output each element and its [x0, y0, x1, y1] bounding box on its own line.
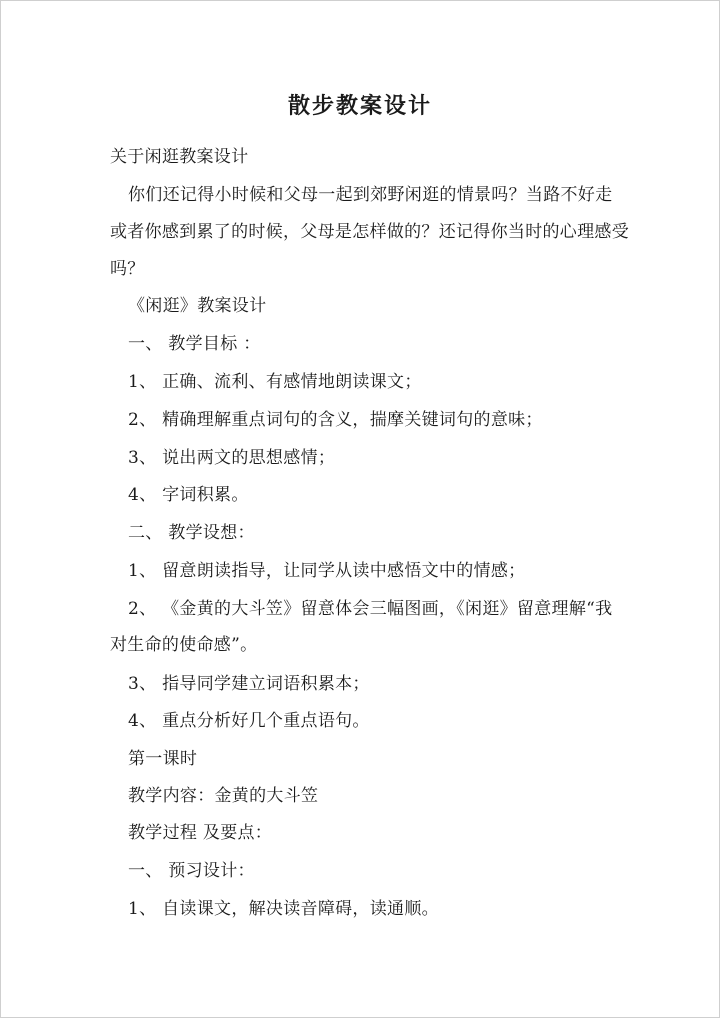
- document-title: 散步教案设计: [287, 93, 432, 119]
- intro-line-3: 吗？: [110, 259, 145, 279]
- section2-item-1: 1、 留意朗读指导，让同学从读中感悟文中的情感；: [128, 561, 526, 581]
- section2-item-3: 3、 指导同学建立词语积累本；: [128, 674, 370, 694]
- intro-line-1: 你们还记得小时候和父母一起到郊野闲逛的情景吗？当路不好走: [128, 185, 613, 205]
- subtitle: 关于闲逛教案设计: [110, 147, 249, 167]
- prep-heading: 一、 预习设计：: [128, 861, 255, 881]
- section1-heading: 一、 教学目标 ：: [128, 334, 261, 354]
- lesson-content: 教学内容：金黄的大斗笠: [128, 786, 319, 806]
- section1-item-3: 3、 说出两文的思想感情；: [128, 448, 336, 468]
- section2-heading: 二、 教学设想：: [128, 523, 255, 543]
- design-title: 《闲逛》教案设计: [128, 296, 267, 316]
- section1-item-1: 1、 正确、流利、有感情地朗读课文；: [128, 372, 422, 392]
- lesson-process: 教学过程 及要点：: [128, 823, 273, 843]
- section1-item-2: 2、 精确理解重点词句的含义，揣摩关键词句的意味；: [128, 410, 543, 430]
- section1-item-4: 4、 字词积累。: [128, 485, 249, 505]
- lesson-label: 第一课时: [128, 749, 198, 769]
- intro-line-2: 或者你感到累了的时候，父母是怎样做的？还记得你当时的心理感受: [110, 222, 629, 242]
- section2-item-2-line-1: 2、 《金黄的大斗笠》留意体会三幅图画，《闲逛》留意理解“我: [128, 599, 613, 619]
- section2-item-4: 4、 重点分析好几个重点语句。: [128, 711, 370, 731]
- prep-item-1: 1、 自读课文，解决读音障碍，读通顺。: [128, 899, 439, 919]
- section2-item-2-line-2: 对生命的使命感”。: [110, 635, 258, 655]
